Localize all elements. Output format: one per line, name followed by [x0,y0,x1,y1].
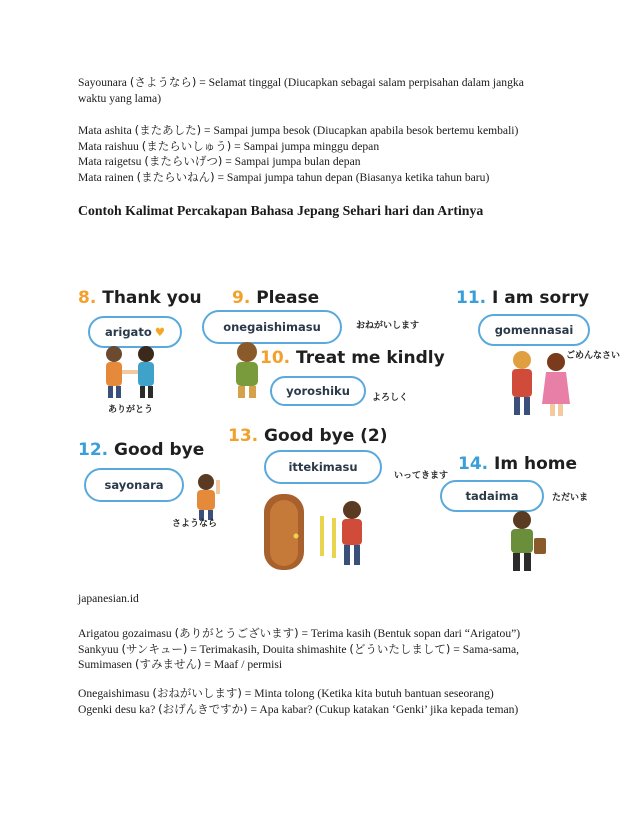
kana-text: (どういたしまして) [349,641,451,656]
phrase-title: Good bye (2) [264,426,388,446]
kana-text: (またらいげつ) [144,154,223,168]
apologizing-couple-figure [500,348,580,418]
bubble-text: gomennasai [494,323,574,337]
kana-text: (さようなら) [129,75,197,89]
speech-bubble-ittekimasu [264,450,382,484]
phrase-11-title [456,288,589,308]
paragraph-onegaishimasu [78,686,568,717]
paragraph-mata [78,123,568,185]
romaji-text: Mata raigetsu [78,155,145,168]
phrase-14-title [458,454,577,474]
door-leaving-figure [260,486,372,574]
text-line: waktu yang lama) [78,91,162,105]
phrase-10-title [260,348,445,368]
waving-person-figure [186,472,226,522]
romaji-text: Sumimasen [78,658,136,671]
phrase-number: 10. [260,348,291,368]
phrase-number: 9. [232,288,251,308]
phrase-title: I am sorry [492,288,590,308]
romaji-text: Mata rainen [78,170,137,184]
phrase-number: 8. [78,288,97,308]
kana-text: (またあした) [134,123,202,137]
kana-text: (すみません) [135,657,202,671]
speech-bubble-gomennasai [478,314,590,346]
text-line [78,170,568,186]
meaning-text: = Sampai jumpa besok (Diucapkan apabila besok bertemu kembali) [201,124,519,137]
text-line [78,75,568,91]
bubble-text: onegaishimasu [223,320,321,334]
romaji-text: Sayounara [78,76,127,89]
meaning-text: = Sampai jumpa tahun depan (Biasanya ketika tahun baru) [214,170,490,184]
meaning-text: = Maaf / permisi [201,658,283,671]
meaning-text: = Terimakasih, Douita shimashite [187,642,350,656]
kana-label: ただいま [552,493,589,503]
heart-icon: ♥ [154,325,166,339]
paragraph-sayounara [78,75,568,106]
phrase-title: Thank you [102,288,202,308]
bubble-text: arigato [104,325,152,339]
phrase-13-title [228,426,388,446]
romaji-text: Mata ashita [78,124,135,137]
two-people-figure [96,344,166,400]
text-line [78,626,568,642]
phrase-8-title [78,288,202,308]
kana-label: いってきます [394,471,449,481]
phrases-illustration [74,282,630,580]
phrase-number: 14. [458,454,489,474]
meaning-text: = Apa kabar? (Cukup katakan ‘Genki’ jika kepada teman) [247,702,519,716]
text-line [78,702,568,718]
section-heading: Contoh Kalimat Percakapan Bahasa Jepang Sehari hari dan Artinya [78,203,484,218]
bubble-text: yoroshiku [286,384,350,398]
romaji-text: Mata raishuu [78,139,142,153]
kana-label: よろしく [372,393,409,403]
phrase-9-title [232,288,319,308]
phrase-title: Good bye [114,440,205,460]
romaji-text: Sankyuu [78,642,122,656]
kana-text: (またらいしゅう) [141,138,232,153]
kana-text: (サンキュー) [121,641,188,656]
text-line [78,123,568,139]
text-line [78,154,568,170]
text-line [78,642,568,658]
kana-label: さようなら [172,519,218,529]
speech-bubble-tadaima [440,480,544,512]
meaning-text: = Sampai jumpa bulan depan [222,155,361,168]
bubble-text: sayonara [104,478,164,492]
text-line [78,139,568,155]
kana-text: (またらいねん) [136,169,215,184]
meaning-text: = Minta tolong (Ketika kita butuh bantuan seseorang) [241,687,494,700]
kana-text: (おねがいします) [152,686,242,700]
phrase-title: Im home [494,454,578,474]
meaning-text: = Terima kasih (Bentuk sopan dari “Arigatou”) [298,627,521,640]
text-line [78,657,568,673]
paragraph-arigatou [78,626,568,673]
romaji-text: Ogenki desu ka? [78,702,159,716]
kana-label: ごめんなさい [566,351,621,361]
bubble-text: tadaima [465,489,519,503]
phrase-title: Please [256,288,320,308]
phrase-12-title [78,440,204,460]
meaning-text: = Selamat tinggal (Diucapkan sebagai salam perpisahan dalam jangka [196,76,524,89]
returning-home-figure [492,510,552,574]
phrase-number: 11. [456,288,487,308]
speech-bubble-onegaishimasu [202,310,342,344]
bubble-text: ittekimasu [288,460,358,474]
kana-text: (ありがとうございます) [174,626,299,640]
phrase-title: Treat me kindly [296,348,445,368]
phrase-number: 12. [78,440,109,460]
text-line [78,686,568,702]
kana-text: (おげんきですか) [158,701,248,716]
romaji-text: Arigatou gozaimasu [78,627,175,640]
phrase-number: 13. [228,426,259,446]
meaning-text: = Sampai jumpa minggu depan [231,139,380,153]
speech-bubble-sayonara [84,468,184,502]
romaji-text: Onegaishimasu [78,687,153,700]
image-source-caption: japanesian.id [78,592,139,605]
speech-bubble-yoroshiku [270,376,366,406]
meaning-text: = Sama-sama, [450,642,520,656]
kana-label: おねがいします [356,321,420,331]
kana-label: ありがとう [108,405,154,415]
